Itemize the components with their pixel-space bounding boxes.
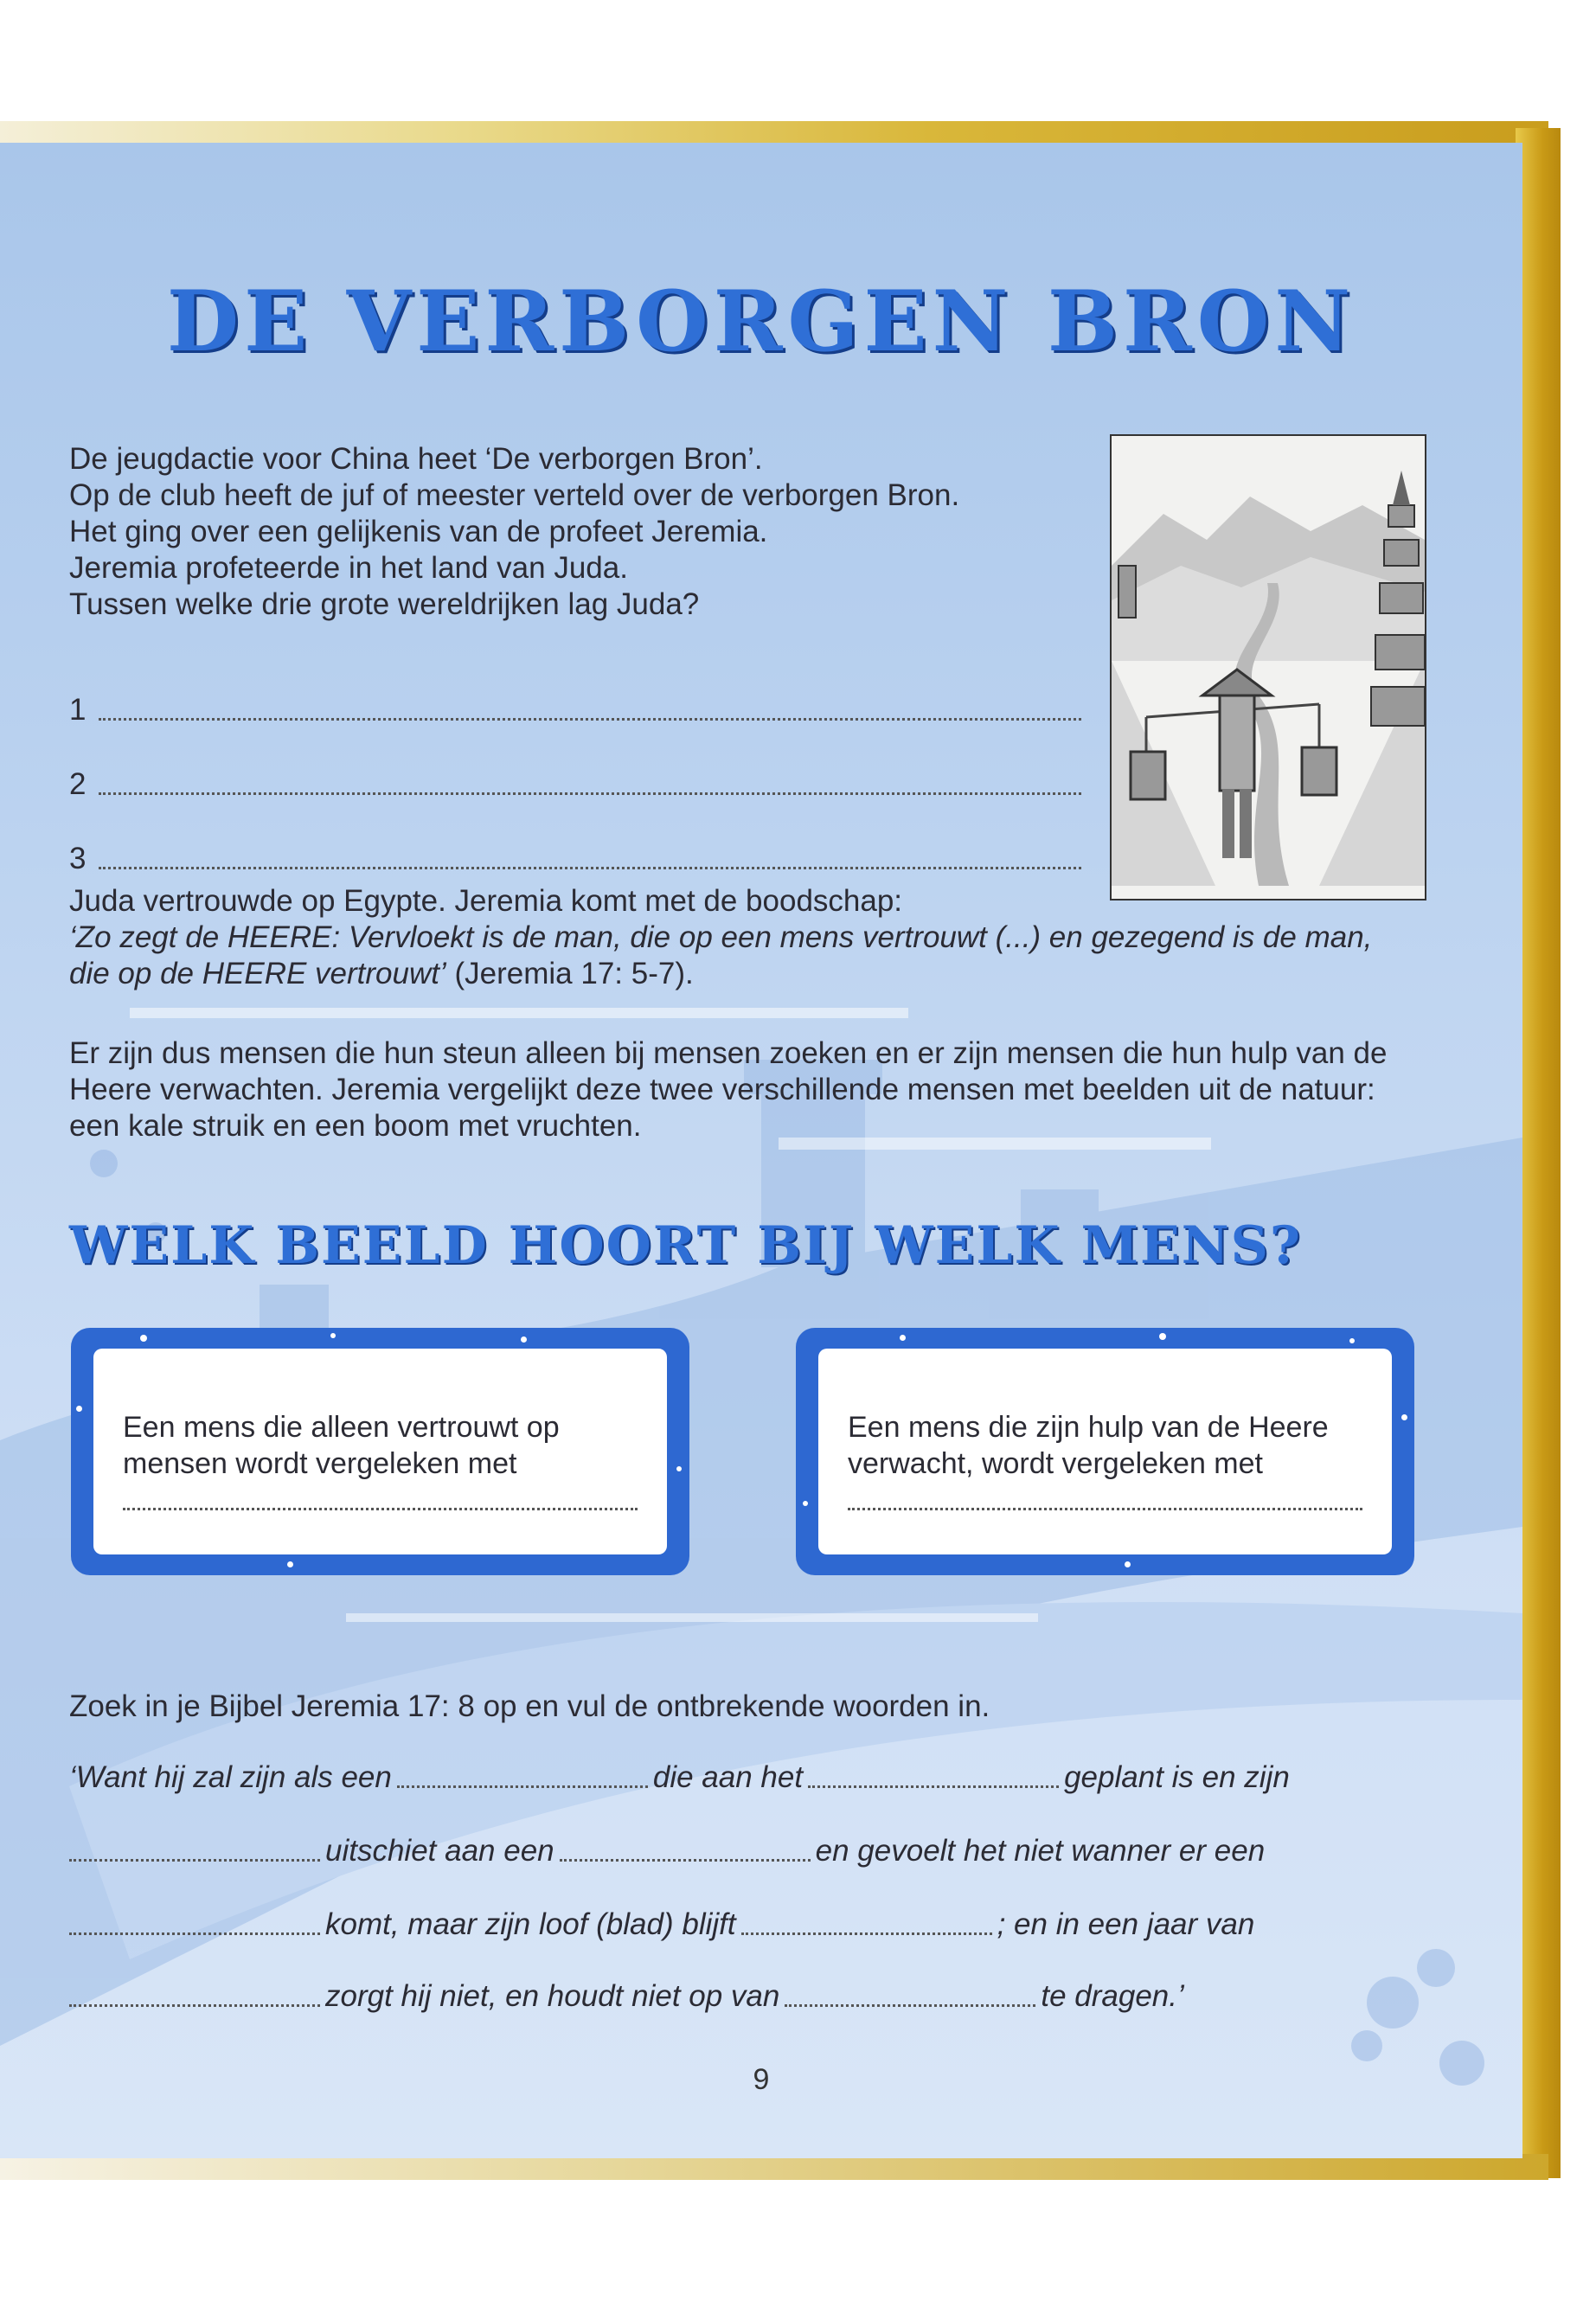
paragraph-juda: [69, 883, 1419, 992]
fill-in-instruction: Zoek in je Bijbel Jeremia 17: 8 op en vul de ontbrekende woorden in.: [69, 1689, 990, 1723]
card-speckle: [676, 1466, 682, 1471]
card-speckle: [803, 1501, 808, 1506]
fill-row-2: [69, 1825, 1341, 1868]
card-text: Een mens die zijn hulp van de Heere verwacht, wordt vergeleken met: [848, 1411, 1329, 1480]
intro-line: Het ging over een gelijkenis van de profeet Jeremia.: [69, 515, 768, 548]
card-speckle: [1349, 1338, 1355, 1343]
answer-line-2[interactable]: [69, 727, 1081, 802]
fill-row-3: [69, 1899, 1341, 1942]
card-speckle: [140, 1335, 147, 1342]
fill-text: en gevoelt het niet wanner er een: [815, 1834, 1266, 1868]
card-speckle: [521, 1336, 527, 1343]
fill-blank[interactable]: [69, 2004, 320, 2007]
illustration-water-carrier: [1110, 434, 1426, 901]
card-text: Een mens die alleen vertrouwt op mensen wordt vergeleken met: [123, 1411, 560, 1480]
card-speckle: [900, 1335, 906, 1341]
intro-question: Tussen welke drie grote wereldrijken lag Juda?: [69, 587, 700, 621]
fill-text: zorgt hij niet, en houdt niet op van: [325, 1979, 780, 2013]
intro-line: De jeugdactie voor China heet ‘De verborgen Bron’.: [69, 442, 763, 476]
fill-row-4: [69, 1971, 1341, 2014]
fill-text: geplant is en zijn: [1064, 1760, 1290, 1794]
card-answer-blank[interactable]: [123, 1508, 638, 1510]
fill-text: komt, maar zijn loof (blad) blijft: [325, 1907, 736, 1941]
fill-text: uitschiet aan een: [325, 1834, 554, 1868]
fill-row-1: [69, 1752, 1341, 1795]
answer-blank[interactable]: [99, 867, 1081, 869]
bible-quote: ‘Zo zegt de HEERE: Vervloekt is de man, die op een mens vertrouwt (...) en gezegend is de man, die op de HEERE vertrouwt’: [69, 920, 1373, 990]
water-carrier-drawing: [1112, 436, 1425, 899]
answer-line-3[interactable]: [69, 802, 1081, 876]
card-speckle: [1159, 1333, 1166, 1340]
fill-blank[interactable]: [397, 1785, 648, 1788]
answer-list: [69, 653, 1081, 876]
fill-text: ; en in een jaar van: [997, 1907, 1255, 1941]
section-title: WELK BEELD HOORT BIJ WELK MENS?: [69, 1215, 1303, 1276]
intro-line: Jeremia profeteerde in het land van Juda.: [69, 551, 628, 585]
fill-blank[interactable]: [69, 1932, 320, 1935]
fill-blank[interactable]: [69, 1859, 320, 1862]
fill-text: te dragen.’: [1041, 1979, 1184, 2013]
fill-blank[interactable]: [785, 2004, 1035, 2007]
page-number: 9: [753, 2063, 770, 2096]
fill-blank[interactable]: [741, 1932, 992, 1935]
card-inner: [818, 1349, 1392, 1554]
card-answer-blank[interactable]: [848, 1508, 1362, 1510]
page: [0, 143, 1522, 2158]
page-title: DE VERBORGEN BRON: [166, 272, 1356, 370]
card-trust-in-people: [71, 1328, 689, 1575]
answer-blank[interactable]: [99, 792, 1081, 795]
card-speckle: [76, 1406, 82, 1412]
card-speckle: [287, 1561, 293, 1567]
fill-blank[interactable]: [808, 1785, 1059, 1788]
fill-text: die aan het: [652, 1760, 804, 1794]
card-speckle: [1401, 1414, 1407, 1420]
card-inner: [93, 1349, 667, 1554]
answer-number: 1: [69, 693, 87, 727]
card-speckle: [1125, 1561, 1131, 1567]
paragraph-comparison: Er zijn dus mensen die hun steun alleen bij mensen zoeken en er zijn mensen die hun hulp van de Heere verwachten. Jeremia vergelijkt deze twee verschillende mensen met beelden uit de natuur: een kale struik en een boom met vruchten.: [69, 1036, 1388, 1143]
fill-text: ‘Want hij zal zijn als een: [69, 1760, 392, 1794]
bible-reference: (Jeremia 17: 5-7).: [445, 957, 694, 990]
card-speckle: [330, 1333, 336, 1338]
intro-text: [69, 441, 1073, 623]
paragraph-juda-line: Juda vertrouwde op Egypte. Jeremia komt met de boodschap:: [69, 884, 903, 918]
fill-blank[interactable]: [560, 1859, 811, 1862]
answer-blank[interactable]: [99, 718, 1081, 721]
answer-number: 2: [69, 767, 87, 801]
answer-number: 3: [69, 842, 87, 875]
intro-line: Op de club heeft de juf of meester verteld over de verborgen Bron.: [69, 478, 960, 512]
card-trust-in-lord: [796, 1328, 1414, 1575]
answer-line-1[interactable]: [69, 653, 1081, 727]
